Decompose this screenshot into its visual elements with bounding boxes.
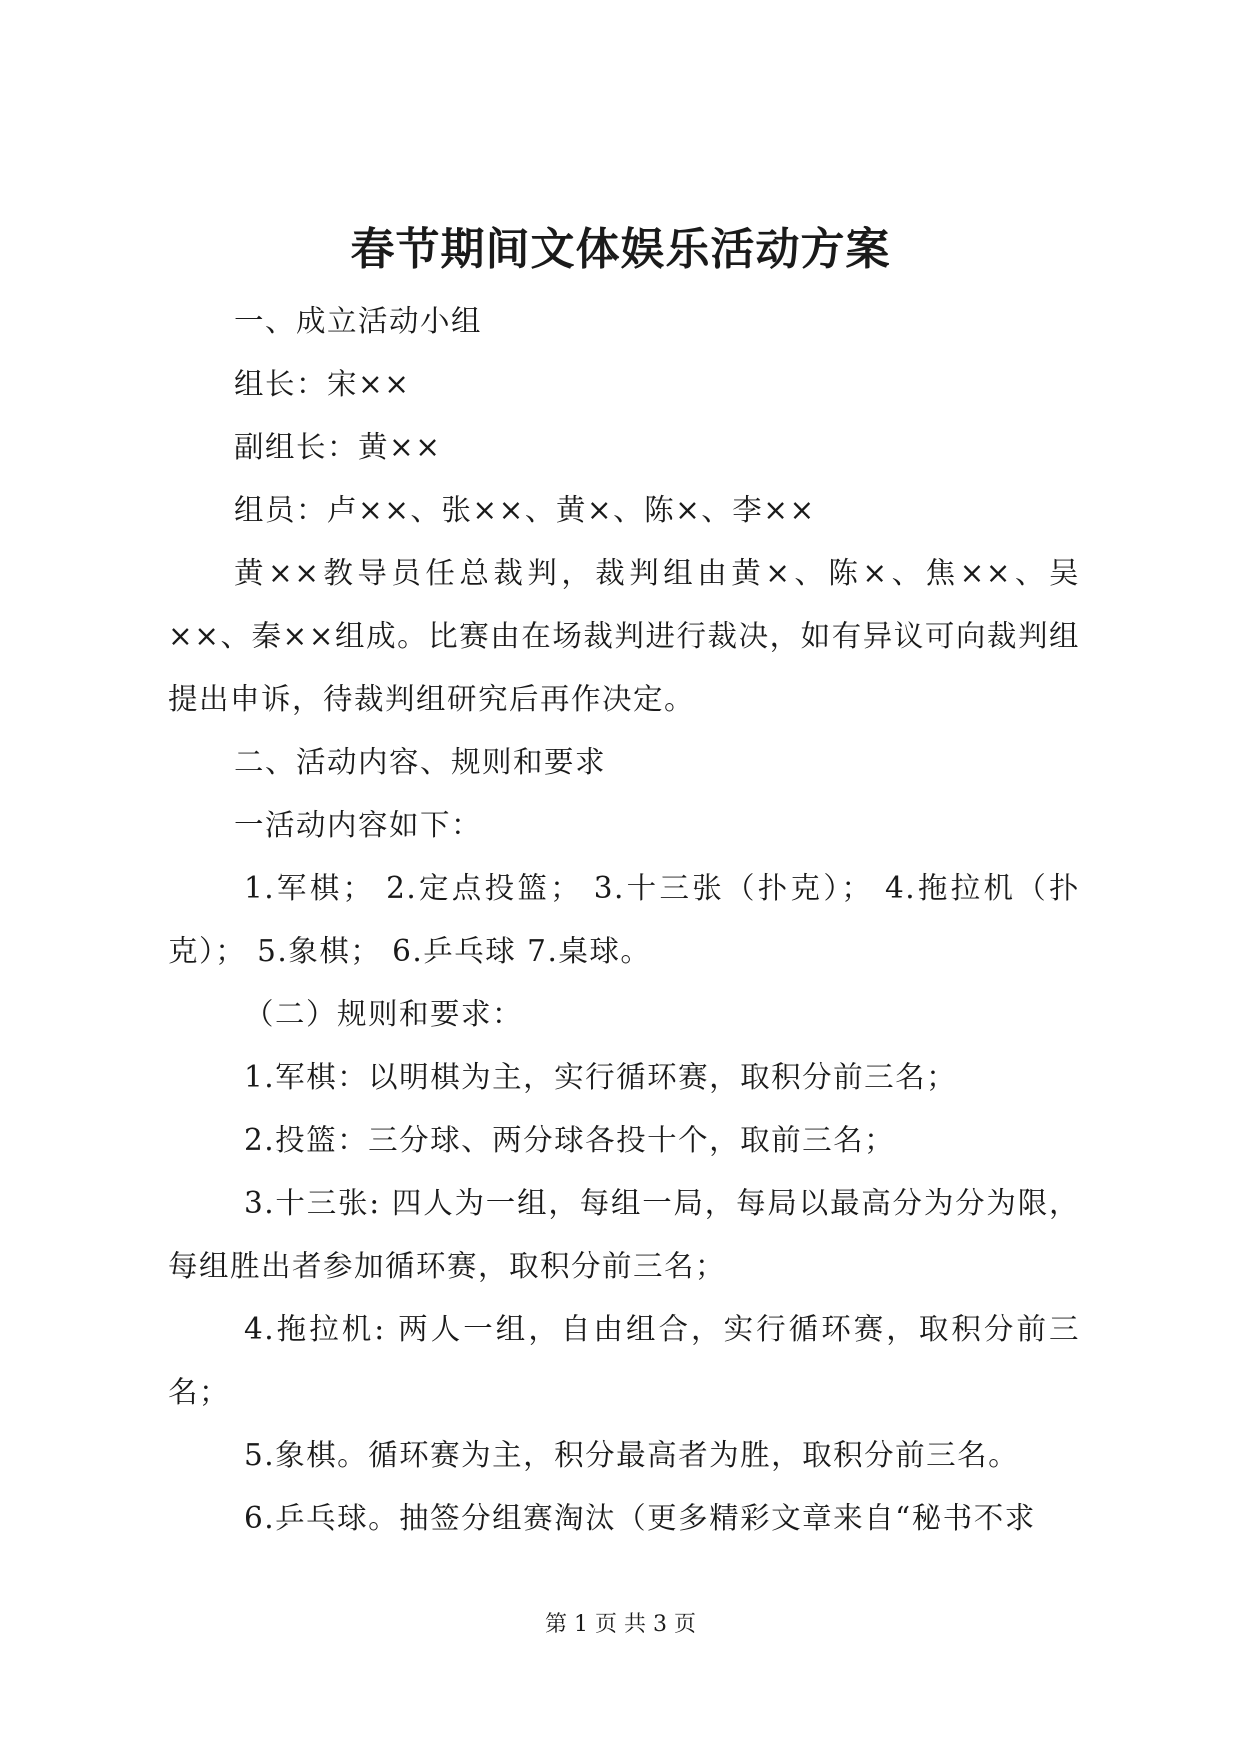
page-footer: 第 1 页 共 3 页 xyxy=(545,1612,696,1637)
document-body xyxy=(168,290,1080,1550)
rules-heading: （二）规则和要求： xyxy=(244,997,524,1031)
rule-item: 3.十三张: 四人为一组，每组一局，每局以最高分为分为限，每组胜出者参加循环赛，取积分前三名； xyxy=(168,1186,1080,1283)
section-heading-2: 二、活动内容、规则和要求 xyxy=(234,745,607,779)
activity-content-heading: 一活动内容如下： xyxy=(234,808,483,842)
rule-item: 4.拖拉机: 两人一组，自由组合，实行循环赛，取积分前三名； xyxy=(168,1312,1080,1409)
referee-paragraph: 黄××教导员任总裁判，裁判组由黄×、陈×、焦××、吴××、秦××组成。比赛由在场裁判进行裁决，如有异议可向裁判组提出申诉，待裁判组研究后再作决定。 xyxy=(168,556,1080,716)
deputy-leader-line: 副组长：黄×× xyxy=(234,430,442,464)
rule-item: 6.乒乓球。抽签分组赛淘汰（更多精彩文章来自“秘书不求 xyxy=(244,1501,1036,1535)
section-heading-1: 一、成立活动小组 xyxy=(234,304,483,338)
rule-item: 1.军棋：以明棋为主，实行循环赛，取积分前三名； xyxy=(244,1060,958,1094)
members-line: 组员：卢××、张××、黄×、陈×、李×× xyxy=(234,493,816,527)
rule-item: 2.投篮：三分球、两分球各投十个，取前三名； xyxy=(244,1123,896,1157)
activity-list: 1.军棋； 2.定点投篮； 3.十三张（扑克）； 4.拖拉机（扑克）； 5.象棋； 6.乒乓球 7.桌球。 xyxy=(168,871,1080,968)
document-title: 春节期间文体娱乐活动方案 xyxy=(350,224,891,275)
group-leader-line: 组长：宋×× xyxy=(234,367,411,401)
rule-item: 5.象棋。循环赛为主，积分最高者为胜，取积分前三名。 xyxy=(244,1438,1020,1472)
